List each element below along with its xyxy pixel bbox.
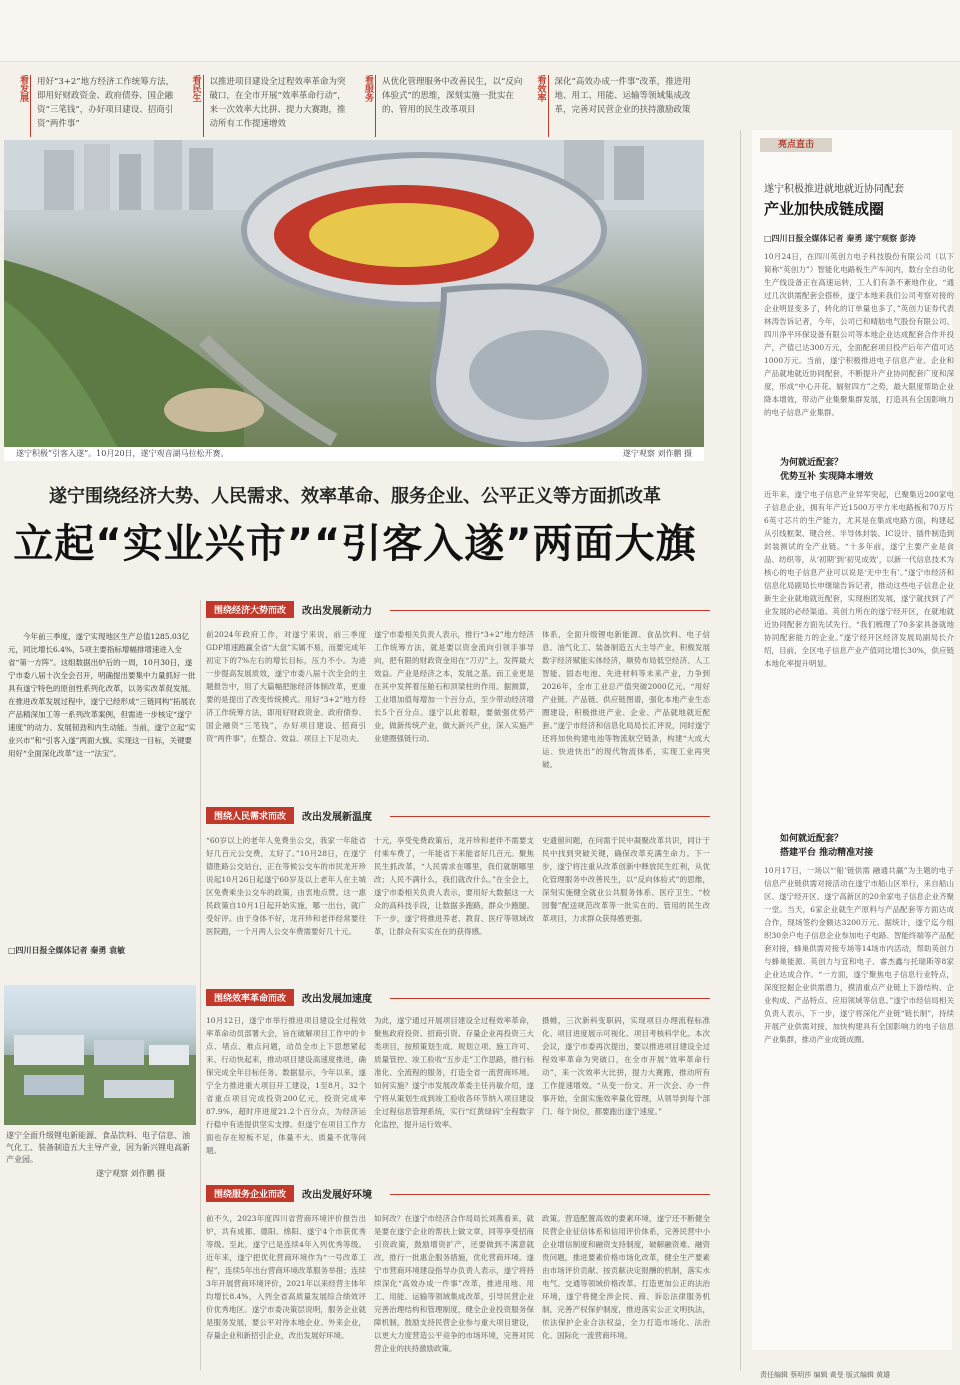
section-column: 遂宁市委相关负责人表示，推行“3+2”地方经济工作统筹方法，就是要以资金流向引领手事导向，把有限的财政资金用在“刀刃”上，发挥最大效益。产业是经济之本，发展之基。而工业更是在其中发挥着压舱石和顶梁柱的作用。据测算，工业增加值每增加一个百分点，至少带动经济增长5个百分点。遂宁以此着眼，要做强优势产业，做新传统产业，做大新兴产业，深入实施产业建圈强链行动。 [374, 630, 534, 743]
summary-box [191, 75, 364, 137]
sidebar-paragraph: 10月17日，一场以“‘船’链供需 融通共赢”为主题的电子信息产业链供需对接活动在遂宁市船山区举行，来自船山区、遂宁经开区、遂宁高新区的20余家电子信息企业齐聚一堂。当天，6家企业就生产原料与产品配套等方面达成合作，现场签约金额达3200万元。据统计，遂宁迄今组织30余户电子信息企业参加电子电路、智能终端等产品配套对接，蜂巢供需对接专场等14场市内活动，帮助英创力与蜂巢能源、英创力与宜和电子、睿杰鑫与托瑞斯等8家企业达成合作。“一方面，遂宁聚焦电子信息行业特点，深度挖掘企业供需潜力，摸清重点产业链上下游结构、企业构成、产品特点、应用领域等信息。”遂宁市经信局相关负责人表示，下一步，遂宁将深化产业链“链长制”，持续开展产业供需对接，加快构建具有全国影响力的电子信息产业集群，推动产业成链成圈。 [764, 866, 954, 1044]
sidebar-answer: 优势互补 实现降本增效 [780, 472, 874, 482]
section-column: 前2024年政府工作，对遂宁来说，前三季度GDP增速跑赢全省“大盘”实属不易，而要完成年初定下的7%左右的增长目标，压力不小。为进一步提高发展质效，遂宁市委八届十次全会的主题报告中，用了大篇幅把脉经济体制改革，更重要的是提出了改变传统模式。用好“3+2”地方经济工作统筹方法，即用好财政资金、政府债券、国企融资“三笔钱”，办好项目建设、招商引资“两件事”，在整合、效益、项目上下足功夫。 [206, 630, 366, 743]
section-column: 前不久，2023年度四川省营商环境评价报告出炉，共有成都、德阳、绵阳、遂宁4个市获优秀等级。至此，遂宁已是连续4年入列优秀等级。近年来，遂宁把优化营商环境作为“一号改革工程”，连续5年出台营商环境改革服务举措；连续3年开展营商环境评价，2021年以来经营主体年均增长8.4%，入列全省高质量发展综合绩效评价优秀地区。遂宁市委决策层说明，服务企业就是服务发展，要公平对待本地企业、外来企业，存量企业和新招引企业，改出发展好环境。 [206, 1214, 366, 1340]
section-column: 摄帷，三次新科变职码，实现项目办理流程标准化、项目进度展示可视化、项目考核科学化。本次会议，遂宁市委再次提出，要以推进项目建设全过程效率革命为突破口，在全市开展“效率革命行动”，来一次效率大比拼，提力大赛跑，推动所有工作提速增效。“从变一份文、开一次会、办一件事开始，全面实施效率量化管理，从领导到每个部门、每个岗位，都要跑出遂宁速度。” [542, 1016, 710, 1116]
summary-tag: 看效率 [536, 75, 549, 137]
industrial-park-credit: 遂宁观察 刘作鹏 摄 [96, 1169, 166, 1178]
summary-tag: 看民生 [191, 75, 204, 137]
summary-box [18, 75, 191, 137]
summary-text: 用好“3+2”地方经济工作统筹方法，即用好财政资金、政府债券、国企融资“三笔钱”，办好项目建设、招商引资“两件事” [37, 77, 175, 129]
industrial-park-caption: 遂宁全面升级锂电新能源、食品饮料、电子信息、油气化工、装备制造五大主导产业，因为新兴锂电高新产业园。 [6, 1131, 190, 1164]
sidebar-paragraph: 近年来，遂宁电子信息产业异军突起，已聚集近200家电子信息企业，拥有年产近1500万平方米电路板和70万片6英寸芯片的生产能力，尤其是在集成电路方面，构建起从引线框架、键合丝、半导体封装、IC设计、插件制造到封装测试的全产业链。“十多年前，遂宁主要产业是食品、纺织等，从‘初期’到‘初见成效’，以新一代信息技术为核心的电子信息产业可以说是‘无中生有’。”遂宁市经济和信息化局副局长申继瑞告诉记者，推动这些电子信息企业新生企业就地就近配套，实现抱团发展，遂宁就找到了产业发展的必经渠道。英创力所在的遂宁经开区，在就地就近协同配套方面先试先行。“我们梳理了70多家具备就地协同配套能力的企业。”遂宁经开区经济发展局副局长介绍，目前，全区电子信息产业产值同比增长30%，供应链本地化率提升明显。 [764, 490, 954, 668]
section-rule [390, 998, 710, 999]
section-column: “60岁以上的老年人免费坐公交，我家一年能省好几百元公交费，太好了。”10月28日，在遂宁德胜路公交站台，正在等候公交车的市民龙开珍说起10月26日起遂宁60岁及以上老年人在主城区免费乘坐公交车的政策，由衷地点赞。这一惠民政策自10月1日起开始实施，哪一出台，就广受好评。由于身体不好，龙开珍和老伴经常要往医院跑，一个月两人公交车费需要好几十元。 [206, 836, 366, 936]
summary-tag: 看服务 [363, 75, 376, 137]
section-badge: 围绕人民需求而改 [206, 807, 294, 824]
section-rule [390, 1194, 710, 1195]
sidebar-question: 为何就近配套？ [780, 458, 844, 468]
section-heading [206, 806, 372, 824]
sidebar-subtitle: 遂宁积极推进就地就近协同配套 [764, 184, 904, 195]
section-column: 十元，享受免费政策后，龙开珍和老伴不需要支付乘车费了，一年能省下来能省好几百元。聚焦民生抓改革，“人民需求在哪里，我们就朝哪里改；人民不满什么，我们就改什么。”在全会上，遂宁市委相关负责人表示，要用好大数据这一大众的高科技手段，让数据多跑路，群众少跑腿。下一步，遂宁将推进养老、教育、医疗等领域改革，让群众有实实在在的获得感。 [374, 836, 534, 936]
section-column: 为此，遂宁通过开展项目建设全过程效率革命，聚焦政府投资、招商引资、存量企业再投资三大类项目，按照策划生成、规划立项、施工许可、质量管控、竣工验收“五步走”工作思路，推行标准化、全流程的服务，打造全省一流营商环境。如何实施？遂宁市发展改革委主任肖敏介绍，遂宁将从策划生成到竣工验收各环节纳入项目建设全过程信息管理系统，实行“红黄绿码”全程数字化监控，提升运行效率。 [374, 1016, 534, 1129]
page-footer: 责任编辑 蔡明莎 编辑 黄旻 版式编辑 黄雄 [760, 1371, 891, 1379]
photo-caption: 遂宁积极“引客入遂”。10月20日，遂宁观音湖马拉松开赛。 [16, 449, 229, 458]
summary-box [363, 75, 536, 137]
page-header-band [0, 0, 960, 62]
section-badge: 围绕效率革命而改 [206, 989, 294, 1006]
sidebar-tag: 亮点直击 [760, 138, 832, 152]
summary-text: 深化“高效办成一件事”改革，推进用地、用工、用能、运输等领域集成改革，完善对民营企业的扶持激励政策 [554, 77, 691, 115]
sidebar-divider [740, 130, 741, 1370]
stadium-illustration [4, 140, 704, 460]
section-heading [206, 1184, 372, 1202]
section-rule [390, 816, 710, 817]
article-byline: □四川日报全媒体记者 秦勇 袁敏 [8, 946, 126, 955]
column-divider [200, 600, 201, 1370]
industrial-park-photo [4, 985, 196, 1125]
section-column: 体系，全面升级锂电新能源、食品饮料、电子信息、油气化工、装备制造五大主导产业，积极发展数字经济赋能实体经济，顺势布局低空经济、人工智能、固态电池、先进材料等未来产业，力争到2026年，全市工业总产值突破2000亿元。“用好产业链、产品链、供应链图谱，强化本地产业生态圈建设，积极推进产业、企业、产品就地就近配套。”遂宁市经济和信息化局局长汇评说，同时遂宁还将加快构建电池等物流航空链条，构建“大成大运、快进快出”的现代物流体系，实现工业再突破。 [542, 630, 710, 769]
sidebar-answer: 搭建平台 推动精准对接 [780, 848, 874, 858]
sidebar-question: 如何就近配套？ [780, 834, 844, 844]
summary-strip [18, 75, 708, 137]
photo-credit: 遂宁观察 刘作鹏 摄 [622, 449, 692, 458]
subheadline: 遂宁围绕经济大势、人民需求、效率革命、服务企业、公平正义等方面抓改革 [49, 486, 661, 507]
lead-paragraph: 今年前三季度，遂宁实现地区生产总值1285.03亿元，同比增长6.4%，5项主要指标增幅排增速进入全省“第一方阵”。这组数据出炉后的一周，10月30日，遂宁市委八届十次全会召开，明确提出要集中力量抓好一批具有遂宁特色的原创性系列化改革，以务实改革促发展。在推进改革发展过程中，遂宁已经形成“三链同构”拓展农产品精深加工等一系列改革案例，但需进一步核定“遂宁速度”的动力、发展韧劲和内生动能。当前，遂宁立起“实业兴市”和“引客入遂”两面大旗。实现这一目标，关键要用好“全面深化改革”这一“法宝”。 [8, 632, 196, 758]
summary-text: 以推进项目建设全过程效率革命为突破口，在全市开展“效率革命行动”，来一次效率大比拼、提力大赛跑，推动所有工作提速增效 [209, 77, 346, 129]
summary-text: 从优化管理服务中改善民生，以“反向体验式”的思维，深刻实施一批实在的、管用的民生改革项目 [382, 77, 523, 115]
section-subtitle: 改出发展新动力 [302, 605, 373, 617]
section-subtitle: 改出发展加速度 [302, 993, 373, 1005]
section-rule [390, 610, 710, 611]
sidebar-byline: □四川日报全媒体记者 秦勇 遂宁观察 彭涛 [764, 234, 916, 243]
section-badge: 围绕服务企业而改 [206, 1185, 294, 1202]
summary-box [536, 75, 709, 137]
section-column: 如何改？在遂宁市经济合作局局长刘燕看来，就是要在遂宁企业的帮扶上做文章，同等享受招商引资政策，鼓励增资扩产，还要做到不满意就改，推行一批惠企服务措施，优化营商环境。遂宁市营商环境建设指导办负责人表示，遂宁将持续深化“高效办成一件事”改革，推进用地、用工、用能、运输等领域集成改革，引导民营企业完善治理结构和管理制度，健全企业投资服务保障机制，鼓励支持民营企业参与重大项目建设，以更大力度营造公平竞争的市场环境，完善对民营企业的扶持激励政策。 [374, 1214, 534, 1353]
section-column: 史遗留问题，在问需于民中凝聚改革共识，同计于民中找到突破关键，确保改革充满生命力。下一步，遂宁将注重从改革创新中释放民生红利，从优化管理服务中改善民生，以“反向体验式”的思维，深刻实施健全就业公共服务体系、医疗卫生、“校园餐”配送规范改革等一批实在的、管用的民生改革项目，力求群众获得感更强。 [542, 836, 710, 923]
section-heading [206, 988, 372, 1006]
stadium-aerial-photo [4, 140, 704, 460]
sidebar-title: 产业加快成链成圈 [764, 200, 885, 218]
section-column: 政策。营造配置高效的要素环境，遂宁还不断健全民营企业征信体系和信用评价体系，完善民营中小企业增信制度和融资支持制度，破解融资难、融资贵问题，推进要素价格市场化改革，健全生产要素由市场评价贡献、按贡献决定报酬的机制，落实水电气、交通等领域价格改革。打造更加公正的法治环境，遂宁将健全涉企民、商、诉讼法律服务机制，完善产权保护制度，推进落实公正文明执法，依法保护企业合法权益，全力打造市场化、法治化、国际化一流营商环境。 [542, 1214, 710, 1340]
headline: 立起“实业兴市”“引客入遂”两面大旗 [13, 521, 697, 567]
summary-tag: 看发展 [18, 75, 31, 137]
section-heading [206, 600, 372, 618]
sidebar-paragraph: 10月24日，在四川英创力电子科技股份有限公司（以下简称“英创力”）智能化电路板生产车间内，数台全自动化生产线设备正在高速运转，工人们有条不紊地作业。“通过几次供需配套会搭桥，遂宁本地来我们公司考察对接的企业明显变多了，转化的订单量也多了，”英创力证券代表林涛告诉记者，今年，公司已和晴舫电气股份有限公司、四川净平环保设备有限公司等本地企业达成配套合作并投产，产值已达300万元，全面配套项目投产后年产值可达1000万元。当前，遂宁积极推进电子信息产业、企业和产品就地就近协同配套，不断提升产业协同配套广度和深度，形成“中心开花、辐射四方”之势，最大限度帮助企业降本增效，带动产业集聚集群发展，打造具有全国影响力的电子信息产业集群。 [764, 252, 954, 417]
photo-caption-bar [4, 447, 704, 461]
section-badge: 围绕经济大势而改 [206, 601, 294, 618]
industrial-park-illustration [4, 985, 196, 1125]
section-subtitle: 改出发展好环境 [302, 1189, 373, 1201]
section-column: 10月12日，遂宁市举行推进项目建设全过程效率革命动员部署大会，旨在破解项目工作中的卡点、堵点、难点问题，动员全市上下思想紧起来、行动快起来，推动项目建设高速度推进，确保完成全年目标任务。数据显示，今年以来，遂宁全力推进重大项目开工建设，1至8月，32个省重点项目完成投资200亿元，投资完成率87.9%，超时序进度21.2个百分点，为经济运行稳中有进提供坚实支撑。但遂宁在项目工作方面也存在短板不足，体量不大、质量不优等问题。 [206, 1016, 366, 1155]
section-subtitle: 改出发展新温度 [302, 811, 373, 823]
